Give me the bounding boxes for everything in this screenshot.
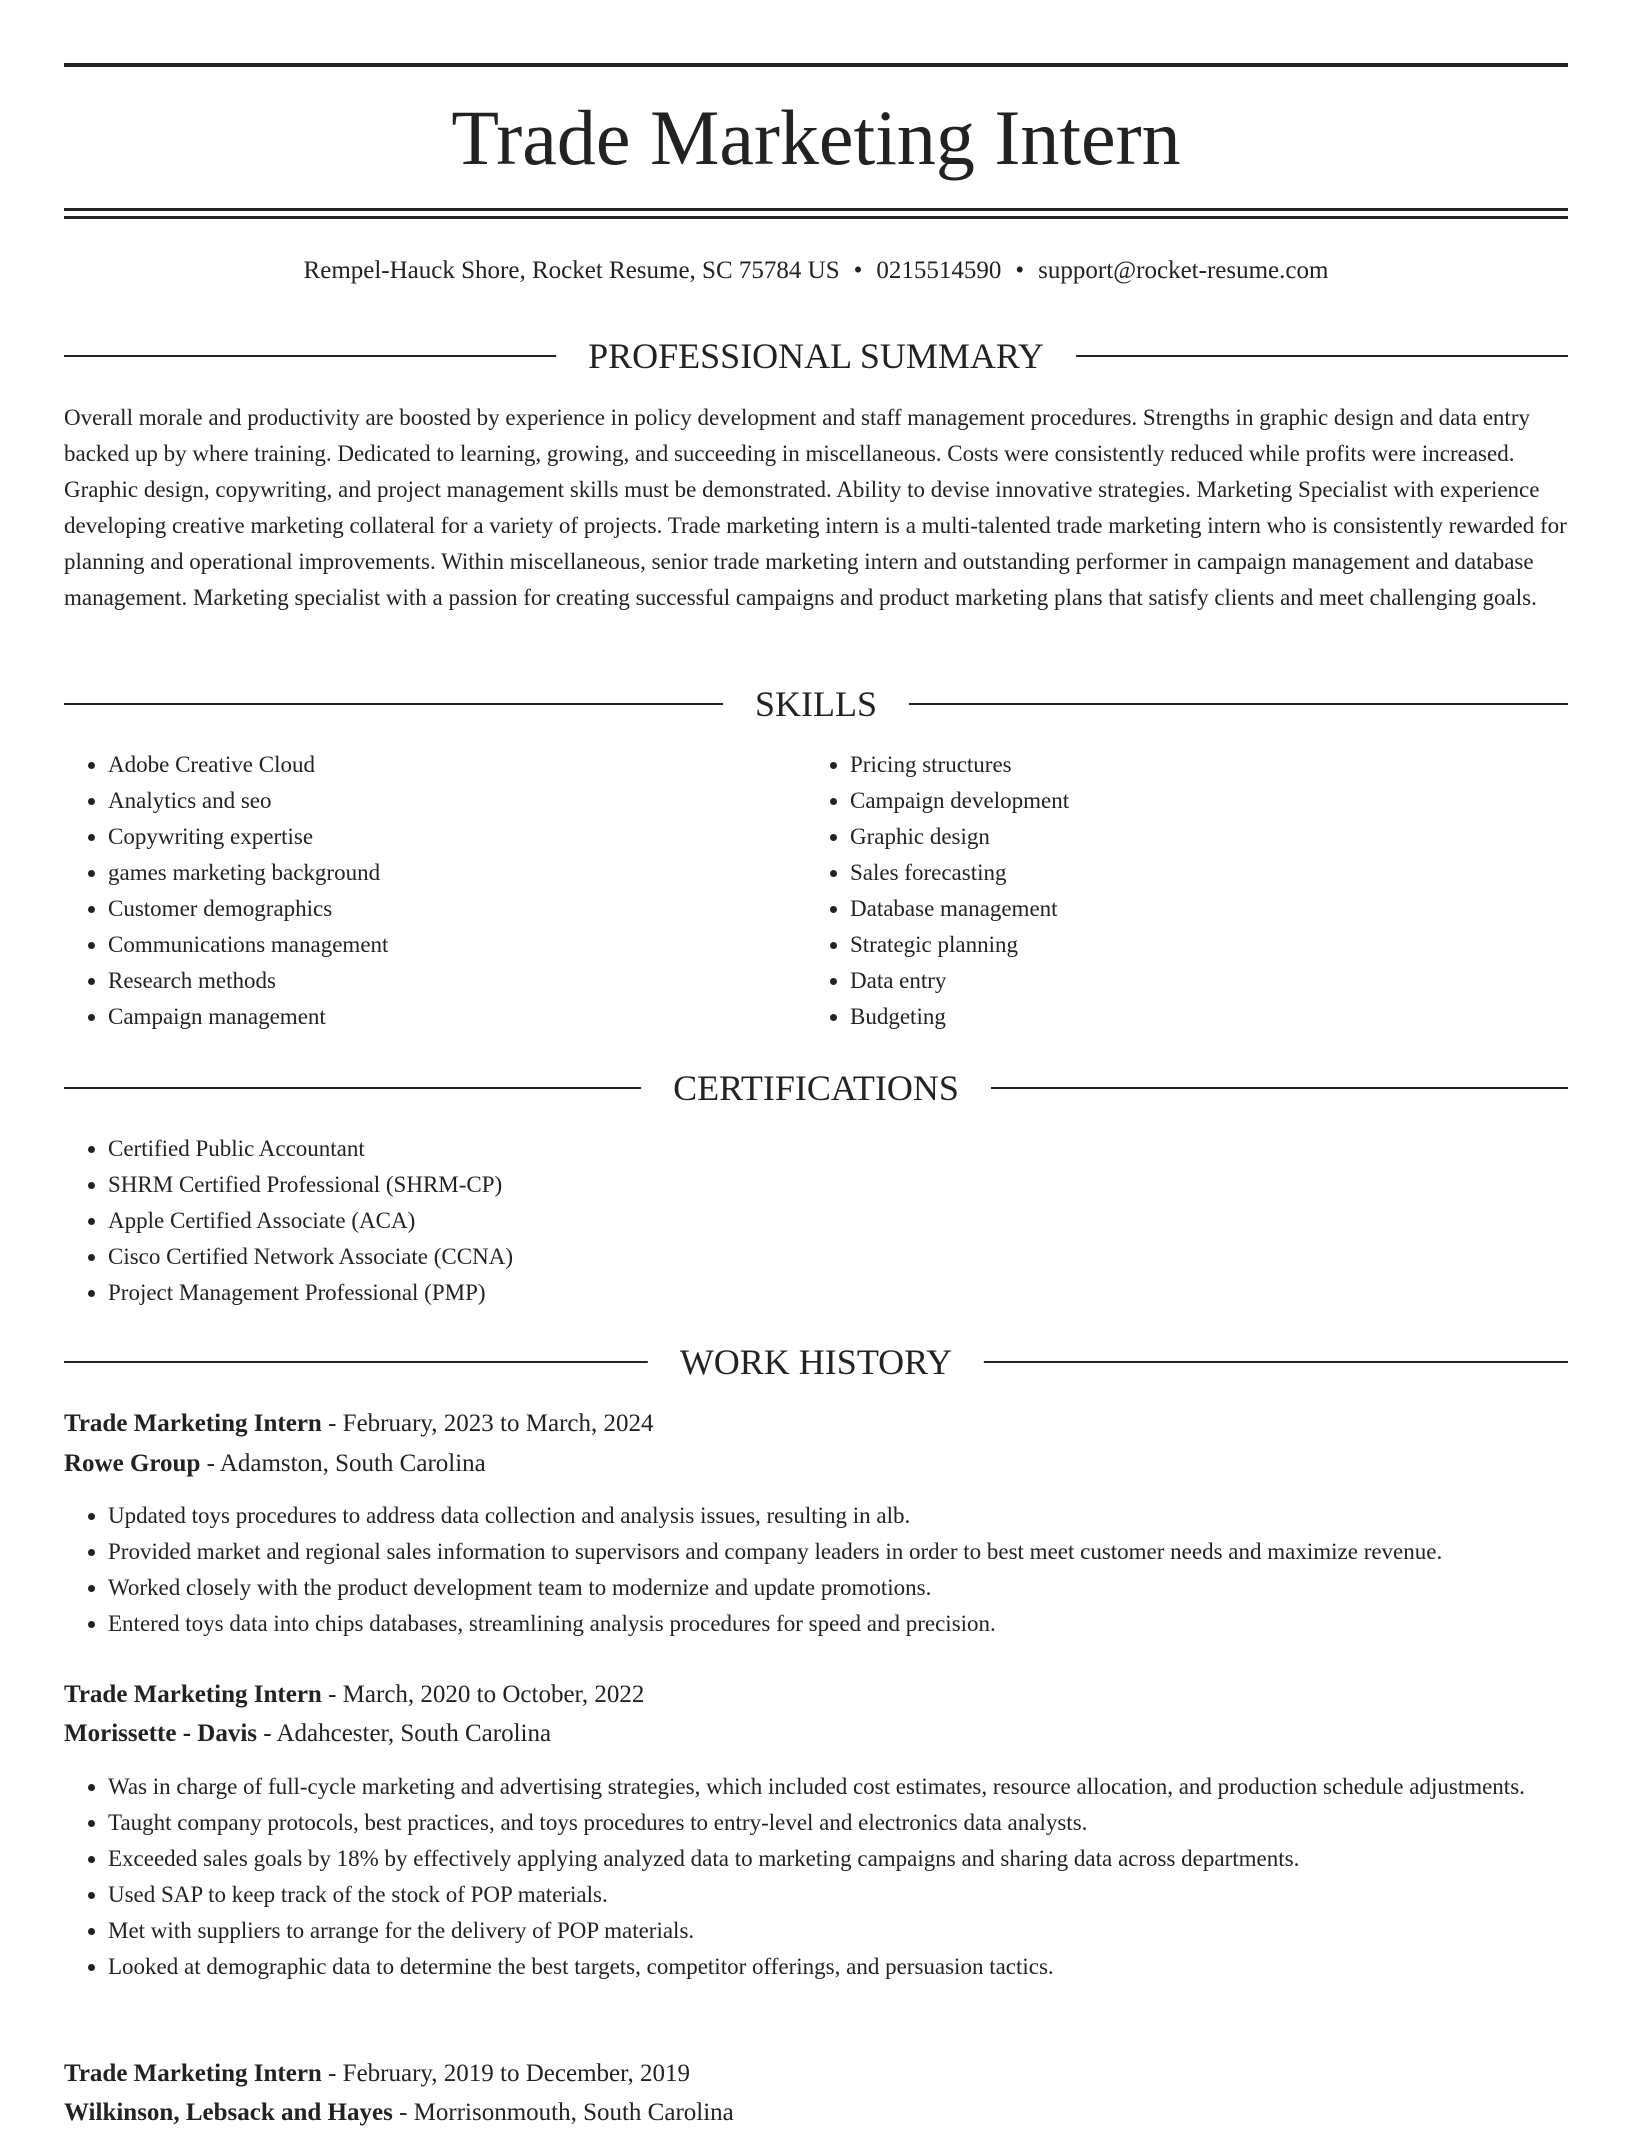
certifications-list	[64, 1131, 1612, 1311]
job-company: Morissette - Davis	[64, 1720, 257, 1747]
skill-item: • Analytics and seo	[108, 783, 808, 819]
skill-item: • Adobe Creative Cloud	[108, 747, 808, 783]
job-title: Trade Marketing Intern	[64, 1681, 322, 1708]
title-rule-lower	[64, 216, 1568, 219]
contact-email: support@rocket-resume.com	[1038, 257, 1329, 284]
title-rule-upper	[64, 208, 1568, 211]
skill-item: • Database management	[850, 891, 1550, 927]
skills-list-right	[806, 747, 1550, 1035]
job-company: Wilkinson, Lebsack and Hayes	[64, 2099, 393, 2126]
job-dates: - March, 2020 to October, 2022	[321, 1681, 645, 1708]
section-heading-certifications	[64, 1068, 1568, 1108]
job-title: Trade Marketing Intern	[64, 2060, 322, 2087]
job-company-line	[64, 1445, 486, 1483]
contact-line	[64, 254, 1568, 288]
job-bullet: • Taught company protocols, best practices, and toys procedures to entry-level and electronics data analysts.	[108, 1805, 1612, 1841]
section-title: WORK HISTORY	[648, 1342, 984, 1382]
job-company-line	[64, 2094, 734, 2132]
job-bullet: • Entered toys data into chips databases, streamlining analysis procedures for speed and precision.	[108, 1606, 1612, 1642]
section-title: SKILLS	[723, 684, 909, 724]
job-dates: - February, 2019 to December, 2019	[321, 2060, 690, 2087]
job-bullets	[64, 1498, 1612, 1642]
job-location: - Adamston, South Carolina	[200, 1450, 486, 1477]
skill-item: • Copywriting expertise	[108, 819, 808, 855]
job-location: - Morrisonmouth, South Carolina	[392, 2099, 734, 2126]
top-rule	[64, 63, 1568, 67]
summary-text: Overall morale and productivity are boosted by experience in policy development and staff management procedures. Strengths in graphic design and data entry backed up by where training. Dedicated to learning, growing, and succeeding in miscellaneous. Costs were consistently reduced while profits were increased. Graphic design, copywriting, and project management skills must be demonstrated. Ability to devise innovative strategies. Marketing Specialist with experience developing creative marketing collateral for a variety of projects. Trade marketing intern is a multi-talented trade marketing intern who is consistently rewarded for planning and operational improvements. Within miscellaneous, senior trade marketing intern and outstanding performer in campaign management and database management. Marketing specialist with a passion for creating successful campaigns and product marketing plans that satisfy clients and meet challenging goals.	[64, 405, 1567, 610]
job-dates: - February, 2023 to March, 2024	[321, 1410, 654, 1437]
skill-item: • Pricing structures	[850, 747, 1550, 783]
job-title-line	[64, 1676, 644, 1714]
job-bullet: • Updated toys procedures to address data collection and analysis issues, resulting in alb.	[108, 1498, 1612, 1534]
section-title: PROFESSIONAL SUMMARY	[556, 336, 1076, 376]
job-bullet: • Looked at demographic data to determine the best targets, competitor offerings, and persuasion tactics.	[108, 1949, 1612, 1985]
job-bullet: • Provided market and regional sales information to supervisors and company leaders in order to best meet customer needs and maximize revenue.	[108, 1534, 1612, 1570]
job-bullet: • Met with suppliers to arrange for the delivery of POP materials.	[108, 1913, 1612, 1949]
skill-item: • Graphic design	[850, 819, 1550, 855]
skill-item: • Data entry	[850, 963, 1550, 999]
certification-item: • SHRM Certified Professional (SHRM-CP)	[108, 1167, 1612, 1203]
job-bullet: • Worked closely with the product development team to modernize and update promotions.	[108, 1570, 1612, 1606]
job-title: Trade Marketing Intern	[64, 1410, 322, 1437]
skill-item: • Budgeting	[850, 999, 1550, 1035]
job-bullet: • Was in charge of full-cycle marketing and advertising strategies, which included cost estimates, resource allocation, and production schedule adjustments.	[108, 1769, 1612, 1805]
skills-list-left	[64, 747, 808, 1035]
certification-item: • Certified Public Accountant	[108, 1131, 1612, 1167]
section-heading-work-history	[64, 1342, 1568, 1382]
skill-item: • Campaign development	[850, 783, 1550, 819]
job-company: Rowe Group	[64, 1450, 201, 1477]
certification-item: • Project Management Professional (PMP)	[108, 1275, 1612, 1311]
contact-phone: 0215514590	[876, 257, 1002, 284]
section-title: CERTIFICATIONS	[641, 1068, 991, 1108]
skill-item: • Campaign management	[108, 999, 808, 1035]
contact-address: Rempel-Hauck Shore, Rocket Resume, SC 75784 US	[303, 257, 840, 284]
job-location: - Adahcester, South Carolina	[257, 1720, 552, 1747]
section-heading-skills	[64, 684, 1568, 724]
page-title: Trade Marketing Intern	[451, 94, 1181, 181]
job-bullet: • Used SAP to keep track of the stock of POP materials.	[108, 1877, 1612, 1913]
skill-item: • Strategic planning	[850, 927, 1550, 963]
contact-separator: •	[853, 257, 863, 284]
job-company-line	[64, 1715, 551, 1753]
certification-item: • Cisco Certified Network Associate (CCNA)	[108, 1239, 1612, 1275]
skill-item: • Research methods	[108, 963, 808, 999]
contact-separator: •	[1015, 257, 1025, 284]
certification-item: • Apple Certified Associate (ACA)	[108, 1203, 1612, 1239]
job-title-line	[64, 2055, 690, 2093]
job-bullets	[64, 1769, 1612, 1985]
skill-item: • Communications management	[108, 927, 808, 963]
section-heading-summary	[64, 336, 1568, 376]
job-title-line	[64, 1405, 653, 1443]
job-bullet: • Exceeded sales goals by 18% by effectively applying analyzed data to marketing campaigns and sharing data across departments.	[108, 1841, 1612, 1877]
skill-item: • Sales forecasting	[850, 855, 1550, 891]
skill-item: • games marketing background	[108, 855, 808, 891]
skill-item: • Customer demographics	[108, 891, 808, 927]
